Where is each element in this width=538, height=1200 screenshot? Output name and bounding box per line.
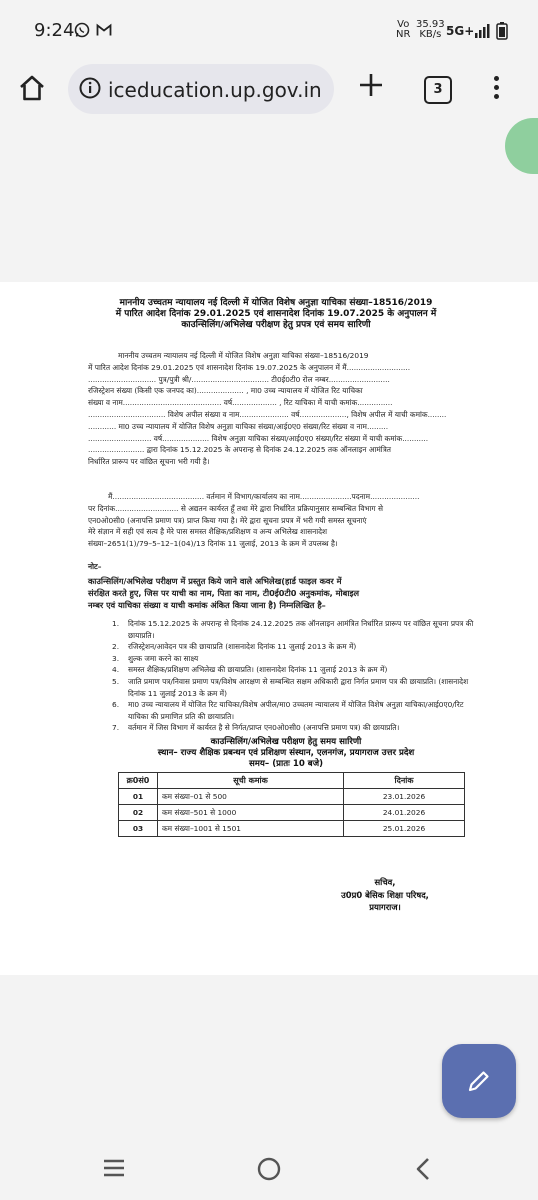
clock: 9:24: [34, 20, 75, 41]
declaration-line: मेरे संज्ञान में सही एवं सत्य है मेरे पास समस्त शैक्षिक/प्रशिक्षण व अन्य अभिलेख शासनादेश: [88, 527, 328, 537]
browser-toolbar: [0, 62, 538, 114]
note-line: संरक्षित करते हुए, जिस पर याची का नाम, पिता का नाम, टी0ई0टी0 अनुकमांक, मोबाइल: [88, 588, 360, 598]
network-type: 5G+: [446, 24, 475, 38]
list-item: 4. समस्त शैक्षिक/प्रशिक्षण अभिलेख की छायाप्रति। (शासनादेश दिनांक 11 जुलाई 2013 के क्रम में): [112, 665, 388, 675]
declaration-line: संख्या–2651(1)/79–5–12–1(04)/13 दिनांक 11 जुलाई, 2013 के क्रम में उपलब्ध है।: [88, 539, 338, 549]
signal-icon: [474, 23, 490, 42]
table-row: [119, 789, 465, 805]
documents-list: [112, 618, 482, 734]
battery-icon: [496, 22, 508, 44]
vo-nr-label: Vo NR: [396, 19, 411, 40]
address-bar[interactable]: [68, 64, 334, 114]
back-icon[interactable]: [414, 1156, 432, 1186]
form-line: संख्या व नाम.......................................... वर्ष................... , रिट याचिका में याची कमांक...............: [88, 398, 393, 408]
table-cell: 02: [119, 805, 158, 821]
list-item: 6. मा0 उच्च न्यायालय में योजित रिट याचिका/विशेष अपील/मा0 उच्चतम न्यायालय में योजित विशेष अनुज्ञा याचिका/आई0ए0/रिट याचिका की प्रमाणित प्रति की छायाप्रति।: [112, 700, 464, 721]
network-speed: 35.93 KB/s: [416, 19, 445, 40]
schedule-heading-line: समय– (प्रातः 10 बजे): [248, 759, 324, 769]
form-paragraph: [88, 350, 478, 468]
table-cell: 24.01.2026: [344, 805, 465, 821]
form-line: ........................ द्वारा दिनांक 15.12.2025 के अपरान्ह से दिनांक 24.12.2025 तक ऑनलाइन आमंत्रित: [88, 445, 391, 455]
table-cell: 03: [119, 821, 158, 837]
schedule-heading: [96, 737, 476, 770]
edit-button[interactable]: [442, 1044, 516, 1118]
declaration-line: पर दिनांक........................... से अद्यतन कार्यरत हूँ तथा मेरे द्वारा निर्धारित प्रक्रियानुसार सम्बन्धित विभाग से: [88, 503, 384, 513]
url-text[interactable]: iceducation.up.gov.in: [108, 78, 322, 102]
whatsapp-share-bubble[interactable]: [505, 118, 538, 174]
table-cell: 23.01.2026: [344, 789, 465, 805]
table-row: [119, 805, 465, 821]
note-paragraph: [88, 575, 478, 611]
form-line: रजिस्ट्रेशन संख्या (किसी एक जनपद का).................... , मा0 उच्च न्यायालय में योजित रिट याचिका: [88, 386, 363, 396]
table-cell: कम संख्या–01 से 500: [158, 789, 344, 805]
recents-icon[interactable]: [102, 1156, 126, 1184]
declaration-line: मैं....................................... वर्तमान में विभाग/कार्यालय का नाम......................पदनाम.....................: [108, 492, 420, 501]
list-item: 2. रजिस्ट्रेशन/आवेदन पत्र की छायाप्रति (शासनादेश दिनांक 11 जुलाई 2013 के क्रम में): [112, 642, 357, 652]
form-line: माननीय उच्चतम न्यायालय नई दिल्ली में योजित विशेष अनुज्ञा याचिका संख्या–18516/2019: [118, 351, 369, 360]
new-tab-icon[interactable]: [358, 72, 384, 102]
tab-switcher-icon[interactable]: 3: [424, 76, 452, 104]
table-cell: 25.01.2026: [344, 821, 465, 837]
table-cell: कम संख्या–501 से 1000: [158, 805, 344, 821]
form-line: ........................... वर्ष.................... विशेष अनुज्ञा याचिका संख्या/आई0ए0 संख्या/रिट संख्या में याची कमांक...........: [88, 433, 429, 443]
table-header: दिनांक: [344, 773, 465, 789]
table-header-row: [119, 773, 465, 789]
note-line: नम्बर एवं याचिका संख्या व याची कमांक अंकित किया जाना है) निम्नलिखित है–: [88, 600, 326, 610]
title-line: माननीय उच्चतम न्यायालय नई दिल्ली में योजित विशेष अनुज्ञा याचिका संख्या–18516/2019: [119, 298, 433, 308]
signature-line: उ0प्र0 बेसिक शिक्षा परिषद,: [341, 889, 429, 900]
declaration-paragraph: [88, 491, 478, 550]
more-menu-icon[interactable]: [494, 76, 500, 103]
status-bar: [0, 0, 538, 60]
whatsapp-icon: [74, 22, 90, 42]
form-line: ............ मा0 उच्च न्यायालय में योजित विशेष अनुज्ञा याचिका संख्या/आई0ए0 संख्या/रिट संख्या व नाम.........: [88, 421, 389, 431]
home-icon[interactable]: [18, 74, 46, 106]
form-line: ................................. विशेष अपील संख्या व नाम..................... वर्ष...................., विशेष अपील में याची कमांक........: [88, 409, 447, 419]
schedule-heading-line: स्थान– राज्य शैक्षिक प्रबन्धन एवं प्रशिक्षण संस्थान, एलनगंज, प्रयागराज उत्तर प्रदेश: [157, 748, 415, 758]
title-line: काउन्सिलिंग/अभिलेख परीक्षण हेतु प्रपत्र एवं समय सारिणी: [181, 320, 371, 330]
list-item: 7. वर्तमान में जिस विभाग में कार्यरत है से निर्गत/प्राप्त एन0ओ0सी0 (अनापत्ति प्रमाण पत्र) की छायाप्रति।: [112, 723, 400, 733]
form-line: में पारित आदेश दिनांक 29.01.2025 एवं शासनादेश दिनांक 19.07.2025 के अनुपालन में मैं...........................: [88, 362, 411, 372]
gmail-icon: [96, 22, 112, 41]
list-item: 5. जाति प्रमाण पत्र/निवास प्रमाण पत्र/विशेष आरक्षण से सम्बन्धित सक्षम अधिकारी द्वारा निर्गत प्रमाण पत्र की छायाप्रति। (शासनादेश दिनांक 11 जुलाई 2013 के क्रम में): [112, 676, 469, 698]
declaration-line: एन0ओ0सी0 (अनापत्ति प्रमाण पत्र) प्राप्त किया गया है। मेरे द्वारा सूचना प्रपत्र में भरी गयी समस्त सूचनाएं: [88, 515, 367, 525]
schedule-table: [118, 772, 465, 837]
document-page: [0, 282, 538, 975]
form-line: ............................. पुत्र/पुत्री श्री/................................. टी0ई0टी0 रोल नम्बर..........................: [88, 374, 390, 384]
list-item: 1. दिनांक 15.12.2025 के अपरान्ह से दिनांक 24.12.2025 तक ऑनलाइन आमंत्रित निर्धारित प्रारूप पर वांछित सूचना प्रपत्र की छायाप्रति।: [112, 619, 474, 640]
system-nav-bar: [0, 1140, 538, 1200]
schedule-heading-line: काउन्सिलिंग/अभिलेख परीक्षण हेतु समय सारिणी: [210, 737, 362, 747]
note-line: काउन्सिलिंग/अभिलेख परीक्षण में प्रस्तुत किये जाने वाले अभिलेख(हार्ड फाइल कवर में: [88, 576, 342, 586]
form-line: निर्धारित प्रारूप पर वांछित सूचना भरी गयी है।: [88, 457, 210, 467]
signature-block: [310, 876, 460, 914]
list-item: 3. शुल्क जमा करने का साक्ष्य: [112, 653, 199, 663]
title-line: में पारित आदेश दिनांक 29.01.2025 एवं शासनादेश दिनांक 19.07.2025 के अनुपालन में: [115, 309, 437, 319]
table-row: [119, 821, 465, 837]
home-nav-icon[interactable]: [256, 1156, 282, 1186]
table-cell: 01: [119, 789, 158, 805]
document-title: [76, 298, 476, 331]
note-label: नोट–: [88, 562, 102, 571]
table-header: क्र0सं0: [119, 773, 158, 789]
table-header: सूची कमांक: [158, 773, 344, 789]
signature-line: प्रयागराज।: [369, 902, 401, 913]
signature-line: सचिव,: [374, 877, 396, 887]
site-info-icon[interactable]: [78, 76, 102, 100]
table-cell: कम संख्या–1001 से 1501: [158, 821, 344, 837]
edit-icon: [466, 1068, 492, 1094]
